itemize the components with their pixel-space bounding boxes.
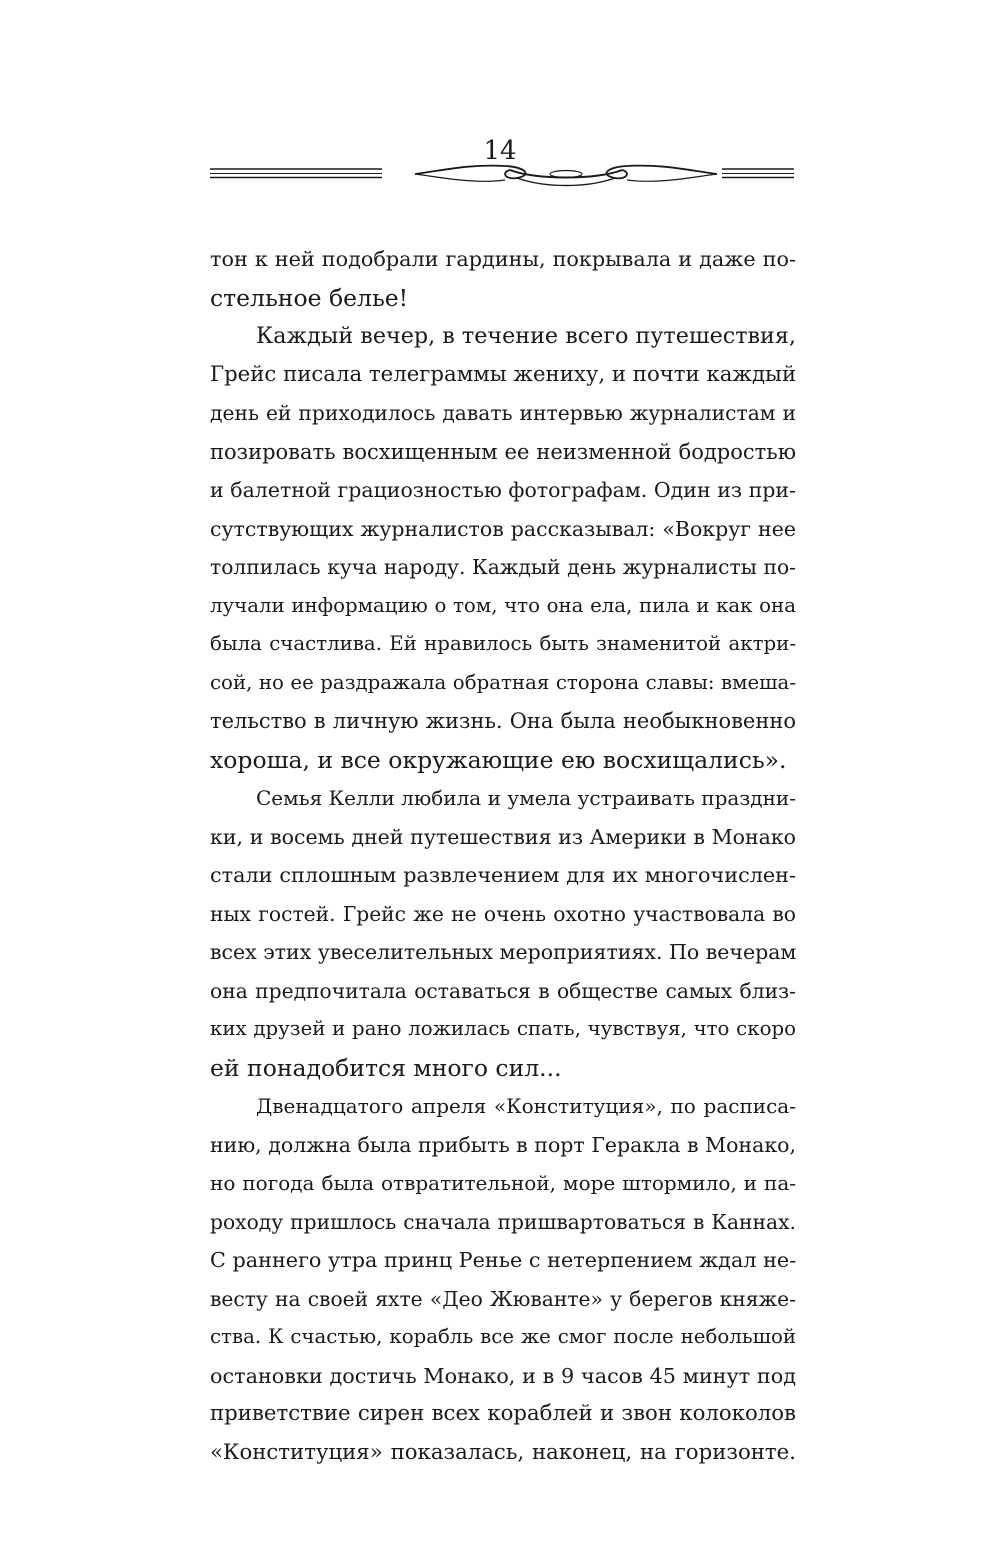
page-number: 14	[483, 136, 517, 166]
text-line: нию, должна была прибыть в порт Геракла в Монако,	[210, 1132, 796, 1157]
text-line: ей понадобится много сил...	[210, 1053, 562, 1082]
text-line: ких друзей и рано ложилась спать, чувствуя, что скоро	[210, 1017, 796, 1040]
text-line: Грейс писала телеграммы жениху, и почти каждый	[210, 361, 797, 387]
text-line: была счастлива. Ей нравилось быть знаменитой актри-	[210, 632, 796, 655]
text-line: лучали информацию о том, что она ела, пила и как она	[210, 593, 796, 617]
text-line: роходу пришлось сначала пришвартоваться в Каннах.	[210, 1209, 796, 1234]
text-line: «Конституция» показалась, наконец, на горизонте.	[210, 1439, 796, 1465]
text-line: С раннего утра принц Ренье с нетерпением ждал не-	[210, 1248, 797, 1272]
text-line: весту на своей яхте «Део Жюванте» у берегов княже-	[210, 1286, 796, 1311]
text-line: стельное белье!	[210, 283, 409, 312]
body-text	[210, 240, 796, 1472]
text-line: позировать восхищенным ее неизменной бодростью	[210, 439, 796, 464]
text-line: тон к ней подобрали гардины, покрывала и даже по-	[210, 247, 796, 271]
text-line: сутствующих журналистов рассказывал: «Вокруг нее	[210, 516, 796, 541]
text-line: толпилась куча народу. Каждый день журналисты по-	[210, 555, 796, 579]
text-line: ства. К счастью, корабль все же смог после небольшой	[210, 1325, 796, 1348]
text-line: всех этих увеселительных мероприятиях. По вечерам	[210, 940, 797, 964]
text-line: хороша, и все окружающие ею восхищались».	[210, 745, 787, 774]
text-line: и балетной грациозностью фотографам. Один из при-	[210, 478, 796, 502]
text-line: день ей приходилось давать интервью журналистам и	[210, 401, 796, 425]
text-line: стали сплошным развлечением для их многочислен-	[210, 863, 796, 887]
header-ornament	[205, 152, 800, 192]
text-line: остановки достичь Монако, и в 9 часов 45 минут под	[210, 1363, 796, 1388]
text-line: тельство в личную жизнь. Она была необыкновенно	[210, 709, 796, 733]
text-line: приветствие сирен всех кораблей и звон колоколов	[210, 1401, 796, 1426]
text-line: Двенадцатого апреля «Конституция», по расписа-	[256, 1094, 796, 1118]
text-line: ных гостей. Грейс же не очень охотно участвовала во	[210, 901, 796, 926]
text-line: Семья Келли любила и умела устраивать праздни-	[256, 786, 796, 810]
text-line: Каждый вечер, в течение всего путешествия,	[256, 323, 796, 349]
text-line: ки, и восемь дней путешествия из Америки в Монако	[210, 824, 796, 849]
text-line: но погода была отвратительной, море штормило, и па-	[210, 1171, 796, 1195]
text-line: сой, но ее раздражала обратная сторона славы: вмеша-	[210, 670, 796, 694]
text-line: она предпочитала оставаться в обществе самых близ-	[210, 978, 796, 1003]
